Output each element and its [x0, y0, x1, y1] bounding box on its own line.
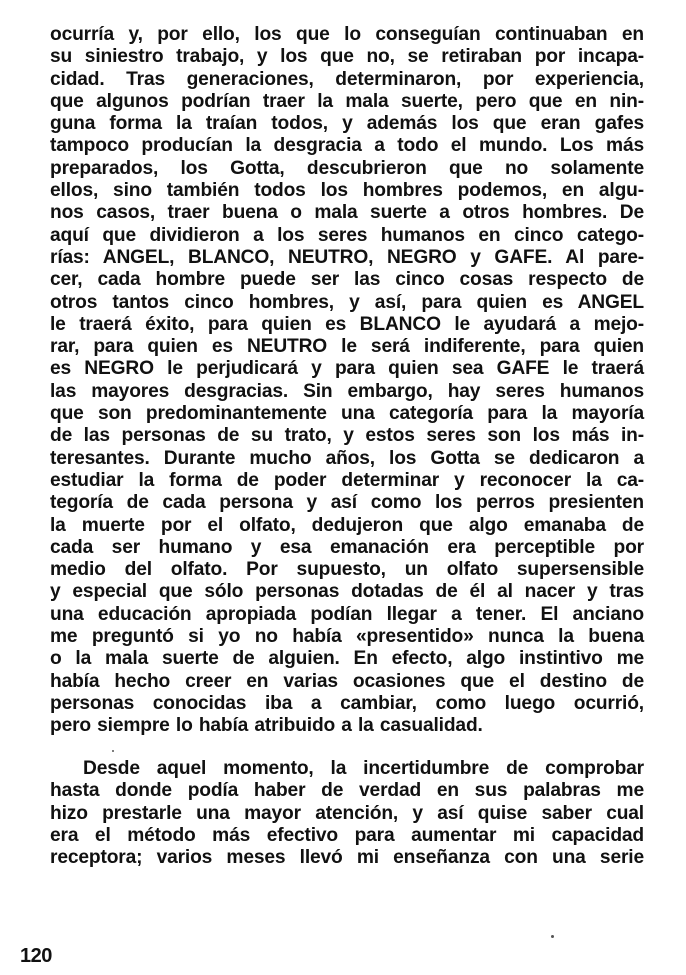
paragraph-1: [50, 24, 644, 738]
text-line: otros tantos cinco hombres, y así, para quien es ANGEL: [50, 291, 644, 313]
text-line: que son predominantemente una categoría para la mayoría: [50, 403, 644, 425]
text-line: estudiar la forma de poder determinar y reconocer la ca-: [50, 469, 644, 491]
text-line: le traerá éxito, para quien es BLANCO le ayudará a mejo-: [50, 313, 644, 335]
text-line: personas conocidas iba a cambiar, como luego ocurrió,: [50, 692, 644, 714]
text-line: o la mala suerte de alguien. En efecto, algo instintivo me: [50, 648, 644, 670]
text-line: ocurría y, por ello, los que lo conseguían continuaban en: [50, 24, 644, 45]
text-line: la muerte por el olfato, dedujeron que algo emanaba de: [50, 514, 644, 536]
text-line: su siniestro trabajo, y los que no, se retiraban por incapa-: [50, 46, 644, 68]
text-line: aquí que dividieron a los seres humanos en cinco catego-: [50, 224, 644, 246]
text-line: Desde aquel momento, la incertidumbre de comprobar: [83, 758, 644, 779]
text-line: rar, para quien es NEUTRO le será indiferente, para quien: [50, 336, 644, 358]
text-line: cada ser humano y esa emanación era perceptible por: [50, 536, 644, 558]
text-line: hasta donde podía haber de verdad en sus palabras me: [50, 780, 644, 802]
text-line: que algunos podrían traer la mala suerte, pero que en nin-: [50, 90, 644, 112]
paragraph-2: [50, 758, 644, 869]
text-line: teresantes. Durante mucho años, los Gotta se dedicaron a: [50, 447, 644, 469]
text-line: pero siempre lo había atribuido a la casualidad.: [50, 715, 483, 737]
text-line: tegoría de cada persona y así como los perros presienten: [50, 492, 644, 514]
print-speck: [112, 750, 114, 752]
text-line: receptora; varios meses llevó mi enseñanza con una serie: [50, 847, 644, 869]
text-line: de las personas de su trato, y estos seres son los más in-: [50, 425, 644, 447]
text-line: era el método más efectivo para aumentar mi capacidad: [50, 824, 644, 846]
text-line: una educación apropiada podían llegar a tener. El anciano: [50, 603, 644, 625]
print-speck: [551, 935, 554, 938]
text-line: las mayores desgracias. Sin embargo, hay seres humanos: [50, 380, 644, 402]
text-line: me preguntó si yo no había «presentido» nunca la buena: [50, 626, 644, 648]
text-line: nos casos, traer buena o mala suerte a otros hombres. De: [50, 202, 644, 224]
text-line: cidad. Tras generaciones, determinaron, por experiencia,: [50, 68, 644, 90]
page-number: 120: [20, 945, 52, 967]
text-line: cer, cada hombre puede ser las cinco cosas respecto de: [50, 269, 644, 291]
text-line: preparados, los Gotta, descubrieron que no solamente: [50, 157, 644, 179]
text-line: ellos, sino también todos los hombres podemos, en algu-: [50, 180, 644, 202]
text-line: rías: ANGEL, BLANCO, NEUTRO, NEGRO y GAFE. Al pare-: [50, 246, 644, 268]
text-line: guna forma la traían todos, y además los que eran gafes: [50, 113, 644, 135]
text-line: medio del olfato. Por supuesto, un olfato supersensible: [50, 559, 644, 581]
text-line: hizo prestarle una mayor atención, y así quise saber cual: [50, 802, 644, 824]
text-line: y especial que sólo personas dotadas de él al nacer y tras: [50, 581, 644, 603]
text-line: tampoco producían la desgracia a todo el mundo. Los más: [50, 135, 644, 157]
text-line: es NEGRO le perjudicará y para quien sea GAFE le traerá: [50, 358, 644, 380]
text-line: había hecho creer en varias ocasiones que el destino de: [50, 670, 644, 692]
